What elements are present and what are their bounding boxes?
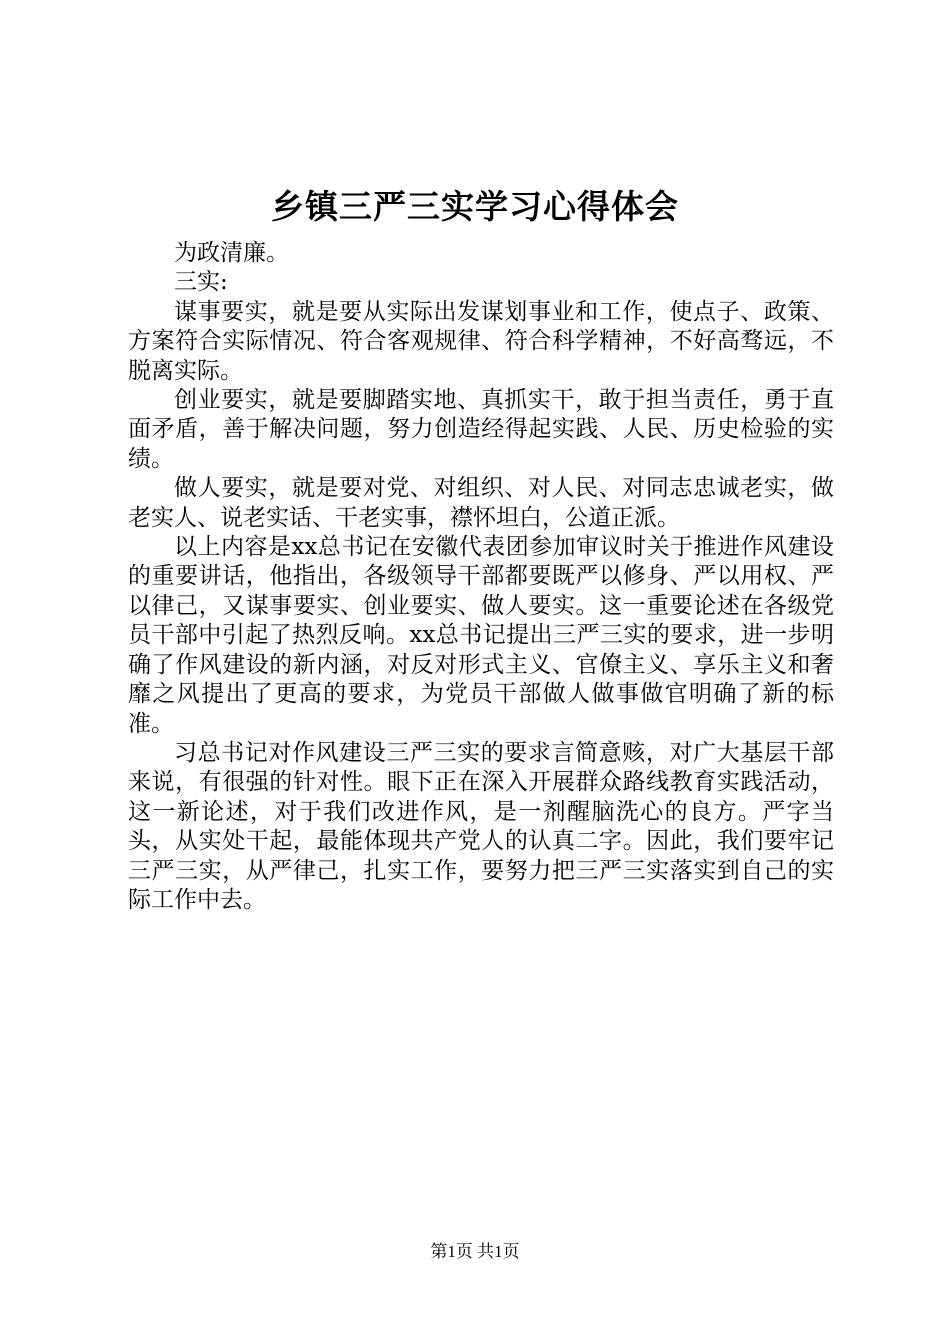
page-number-footer: 第1页 共1页 xyxy=(430,1242,520,1261)
paragraph: 习总书记对作风建设三严三实的要求言简意赅，对广大基层干部来说，有很强的针对性。眼下正在深入开展群众路线教育实践活动，这一新论述，对于我们改进作风，是一剂醒脑洗心的良方。严字当头，从实处干起，最能体现共产党人的认真二字。因此，我们要牢记三严三实，从严律己，扎实工作，要努力把三严三实落实到自己的实际工作中去。 xyxy=(128,739,834,913)
paragraph: 做人要实，就是要对党、对组织、对人民、对同志忠诚老实，做老实人、说老实话、干老实事，襟怀坦白，公道正派。 xyxy=(128,475,834,531)
document-title: 乡镇三严三实学习心得体会 xyxy=(271,187,679,226)
paragraph: 创业要实，就是要脚踏实地、真抓实干，敢于担当责任，勇于直面矛盾，善于解决问题，努力创造经得起实践、人民、历史检验的实绩。 xyxy=(128,387,834,472)
document-body xyxy=(128,239,834,915)
paragraph: 以上内容是xx总书记在安徽代表团参加审议时关于推进作风建设的重要讲话，他指出，各级领导干部都要既严以修身、严以用权、严以律己，又谋事要实、创业要实、做人要实。这一重要论述在各级党员干部中引起了热烈反响。xx总书记提出三严三实的要求，进一步明确了作风建设的新内涵，对反对形式主义、官僚主义、享乐主义和奢靡之风提出了更高的要求，为党员干部做人做事做官明确了新的标准。 xyxy=(128,534,834,737)
paragraph: 谋事要实，就是要从实际出发谋划事业和工作，使点子、政策、方案符合实际情况、符合客观规律、符合科学精神，不好高骛远，不脱离实际。 xyxy=(128,298,834,384)
paragraph: 为政清廉。 xyxy=(174,240,289,266)
paragraph: 三实: xyxy=(174,269,228,296)
